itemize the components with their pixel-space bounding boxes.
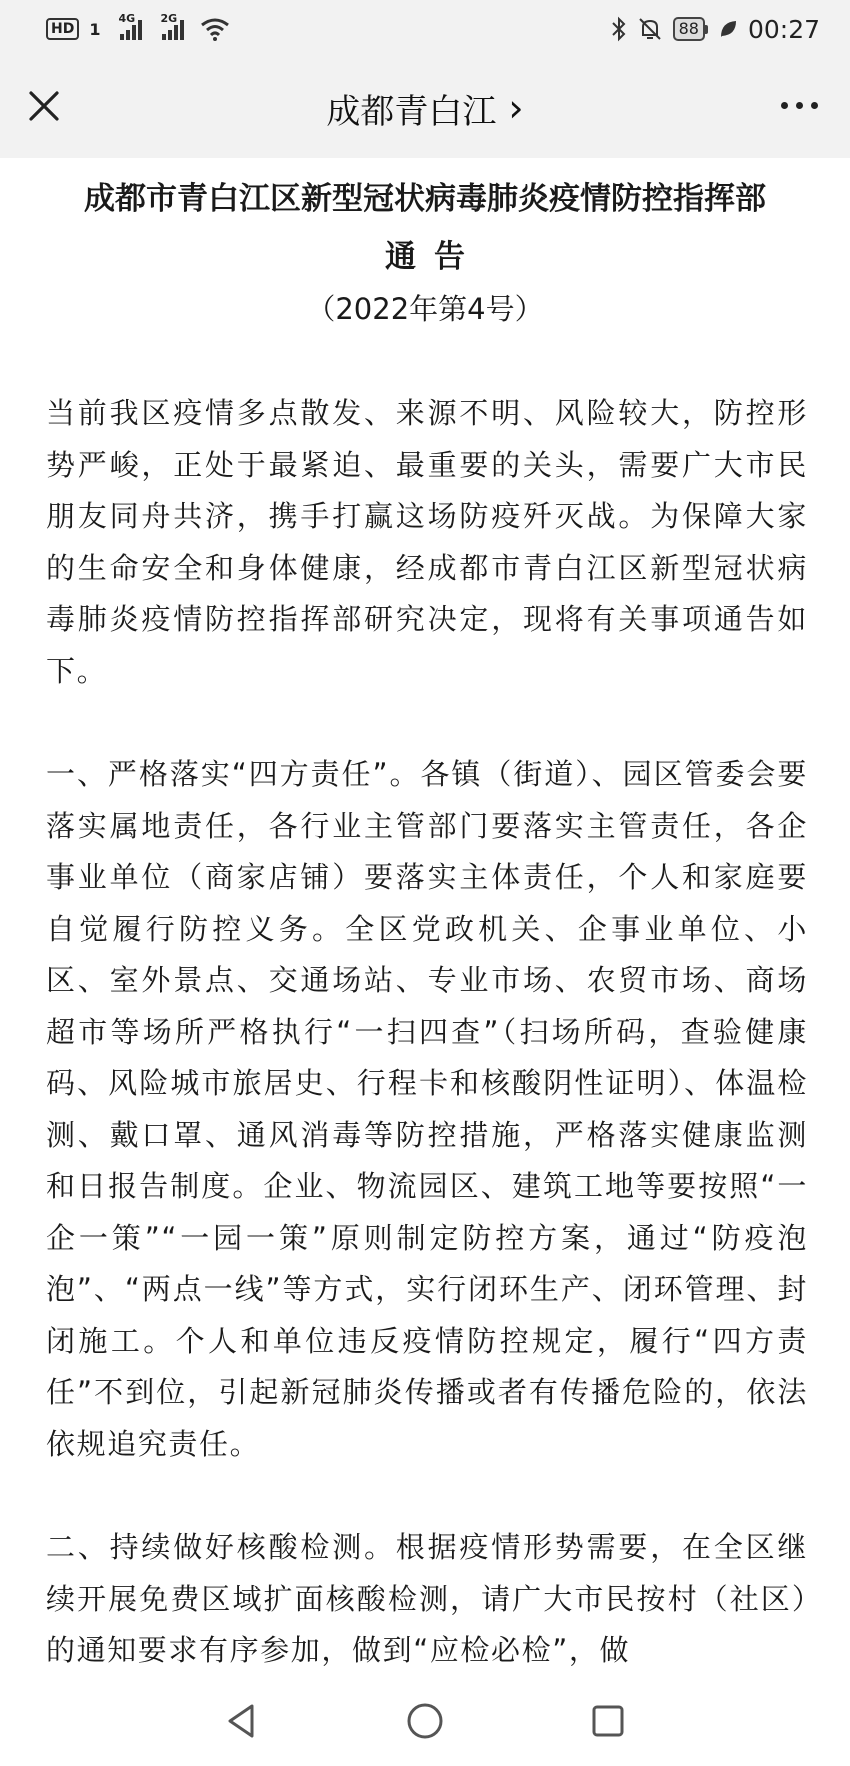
paragraph-section-1: 一、严格落实“四方责任”。各镇（街道）、园区管委会要落实属地责任，各行业主管部门要落实主管责任，各企事业单位（商家店铺）要落实主体责任，个人和家庭要自觉履行防控义务。全区党政机关、企事业单位、小区、室外景点、交通场站、专业市场、农贸市场、商场超市等场所严格执行“一扫四查”（扫场所码，查验健康码、风险城市旅居史、行程卡和核酸阴性证明）、体温检测、戴口罩、通风消毒等防控措施，严格落实健康监测和日报告制度。企业、物流园区、建筑工地等要按照“一企一策”“一园一策”原则制定防控方案，通过“防疫泡泡”、“两点一线”等方式，实行闭环生产、闭环管理、封闭施工。个人和单位违反疫情防控规定，履行“四方责任”不到位，引起新冠肺炎传播或者有传播危险的，依法依规追究责任。 <box>46 757 808 1461</box>
paragraph-intro: 当前我区疫情多点散发、来源不明、风险较大，防控形势严峻，正处于最紧迫、最重要的关头，需要广大市民朋友同舟共济，携手打赢这场防疫歼灭战。为保障大家的生命安全和身体健康，经成都市青白江区新型冠状病毒肺炎疫情防控指挥部研究决定，现将有关事项通告如下。 <box>46 396 808 688</box>
network-type-label: 4G <box>118 12 136 25</box>
back-triangle-icon <box>222 1701 262 1741</box>
hd-badge: HD <box>46 18 79 40</box>
mute-bell-icon <box>637 16 663 42</box>
account-name: 成都青白江 <box>326 91 497 132</box>
clock: 00:27 <box>747 14 820 44</box>
home-button[interactable] <box>403 1699 447 1743</box>
recents-button[interactable] <box>586 1699 630 1743</box>
signal-strength-icon <box>118 12 142 40</box>
home-circle-icon <box>405 1701 445 1741</box>
more-options-icon[interactable] <box>781 102 818 109</box>
status-right <box>611 15 820 44</box>
nav-bar <box>0 58 850 158</box>
battery-level: 88 <box>673 17 705 41</box>
signal-strength-icon-2 <box>160 12 184 40</box>
close-icon[interactable] <box>26 88 62 124</box>
network-type-label-2: 2G <box>160 12 178 25</box>
battery-icon <box>673 17 708 41</box>
recents-square-icon <box>588 1701 628 1741</box>
status-left <box>46 12 230 41</box>
notice-number: （2022年第4号） <box>306 292 544 326</box>
article-content <box>0 158 850 1676</box>
back-button[interactable] <box>220 1699 264 1743</box>
wifi-icon <box>200 17 230 41</box>
article-title: 成都市青白江区新型冠状病毒肺炎疫情防控指挥部 <box>84 181 766 217</box>
leaf-icon <box>718 18 738 40</box>
sim-slot-indicator: 1 <box>89 19 101 39</box>
bluetooth-icon <box>611 16 627 42</box>
account-title-link[interactable] <box>326 84 523 133</box>
paragraph-section-2: 二、持续做好核酸检测。根据疫情形势需要，在全区继续开展免费区域扩面核酸检测，请广大市民按村（社区）的通知要求有序参加，做到“应检必检”，做 <box>46 1530 808 1667</box>
notice-heading: 通告 <box>385 239 483 275</box>
system-navigation-bar <box>0 1676 850 1766</box>
status-bar <box>0 0 850 58</box>
chevron-right-icon: › <box>508 86 524 130</box>
